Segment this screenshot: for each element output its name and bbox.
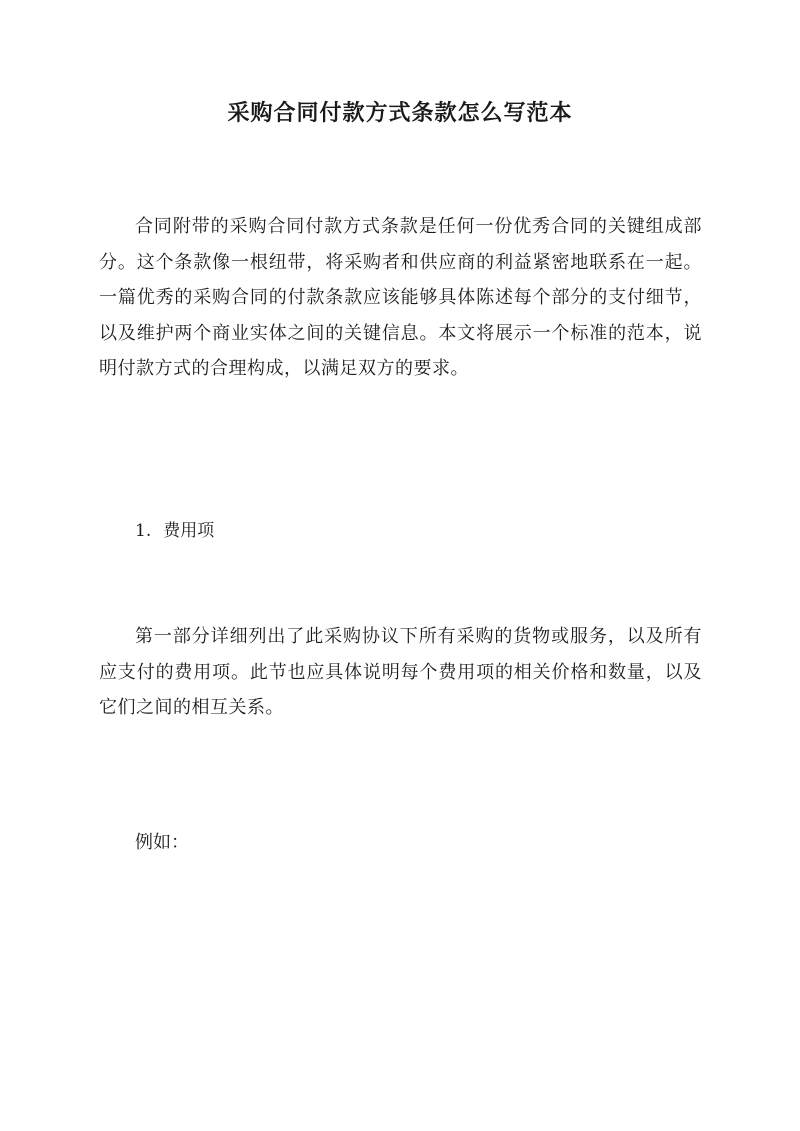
document-title: 采购合同付款方式条款怎么写范本 [227, 100, 573, 126]
section-heading-text: 费用项 [163, 521, 215, 541]
example-label: 例如： [135, 832, 189, 853]
section-heading [135, 515, 214, 547]
section-number: 1. [135, 521, 152, 541]
section-body-paragraph: 第一部分详细列出了此采购协议下所有采购的货物或服务，以及所有应支付的费用项。此节也应具体说明每个费用项的相关价格和数量，以及它们之间的相互关系。 [99, 626, 702, 718]
intro-paragraph: 合同附带的采购合同付款方式条款是任何一份优秀合同的关键组成部分。这个条款像一根纽带，将采购者和供应商的利益紧密地联系在一起。一篇优秀的采购合同的付款条款应该能够具体陈述每个部分的支付细节，以及维护两个商业实体之间的关键信息。本文将展示一个标准的范本，说明付款方式的合理构成，以满足双方的要求。 [99, 216, 702, 379]
